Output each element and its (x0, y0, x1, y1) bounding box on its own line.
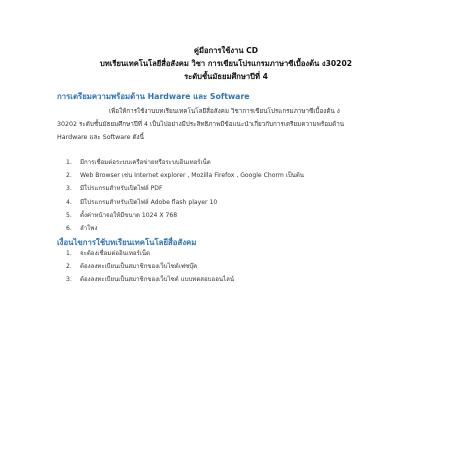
title-line-3: ระดับชั้นมัธยมศึกษาปีที่ 4 (184, 72, 268, 81)
requirements-list (66, 156, 304, 235)
list-item: 4. มีโปรแกรมสำหรับเปิดไฟล์ Adobe flash player 10 (66, 198, 218, 206)
list-item: 3. ต้องลงทะเบียนเป็นสมาชิกของเว็บไซต์ แบบทดสอบออนไลน์ (66, 276, 234, 284)
list-item: 5. ตั้งค่าหน้าจอให้มีขนาด 1024 X 768 (66, 211, 178, 219)
section-heading-usage-conditions: เงื่อนไขการใช้บทเรียนเทคโนโลยีสื่อสังคม (57, 238, 197, 247)
title-line-1: คู่มือการใช้งาน CD (193, 46, 259, 55)
list-item: 3. มีโปรแกรมสำหรับเปิดไฟล์ PDF (66, 185, 163, 193)
paragraph-line-1: เพื่อให้การใช้งานบทเรียนเทคโนโลยีสื่อสังคม วิชาการเขียนโปรแกรมภาษาซีเบื้องต้น ง (109, 108, 340, 115)
section-heading-hardware-software: การเตรียมความพร้อมด้าน Hardware และ Software (57, 92, 250, 101)
list-item: 6. ลำโพง (66, 224, 98, 232)
paragraph-line-2: 30202 ระดับชั้นมัธยมศึกษาปีที่ 4 เป็นไปอย่างมีประสิทธิภาพมีข้อแนะนำเกี่ยวกับการเตรียมความพร้อมด้าน (57, 121, 345, 128)
list-item: 2. ต้องลงทะเบียนเป็นสมาชิกของเว็บไซต์เฟซบุ๊ค (66, 263, 198, 271)
list-item: 1. จะต้องเชื่อมต่ออินเทอร์เน็ต (66, 250, 151, 257)
title-line-2: บทเรียนเทคโนโลยีสื่อสังคม วิชา การเขียนโปรแกรมภาษาซีเบื้องต้น ง30202 (99, 59, 353, 68)
list-item: 1. มีการเชื่อมต่อระบบเครือข่ายหรือระบบอินเทอร์เน็ต (66, 159, 211, 166)
conditions-list (66, 247, 234, 287)
document-title (0, 44, 452, 83)
intro-paragraph (57, 105, 397, 144)
list-item: 2. Web Browser เช่น Internet explorer , Mozilla Firefox , Google Chorm เป็นต้น (66, 172, 304, 180)
paragraph-line-3: Hardware และ Software ดังนี้ (57, 134, 144, 141)
